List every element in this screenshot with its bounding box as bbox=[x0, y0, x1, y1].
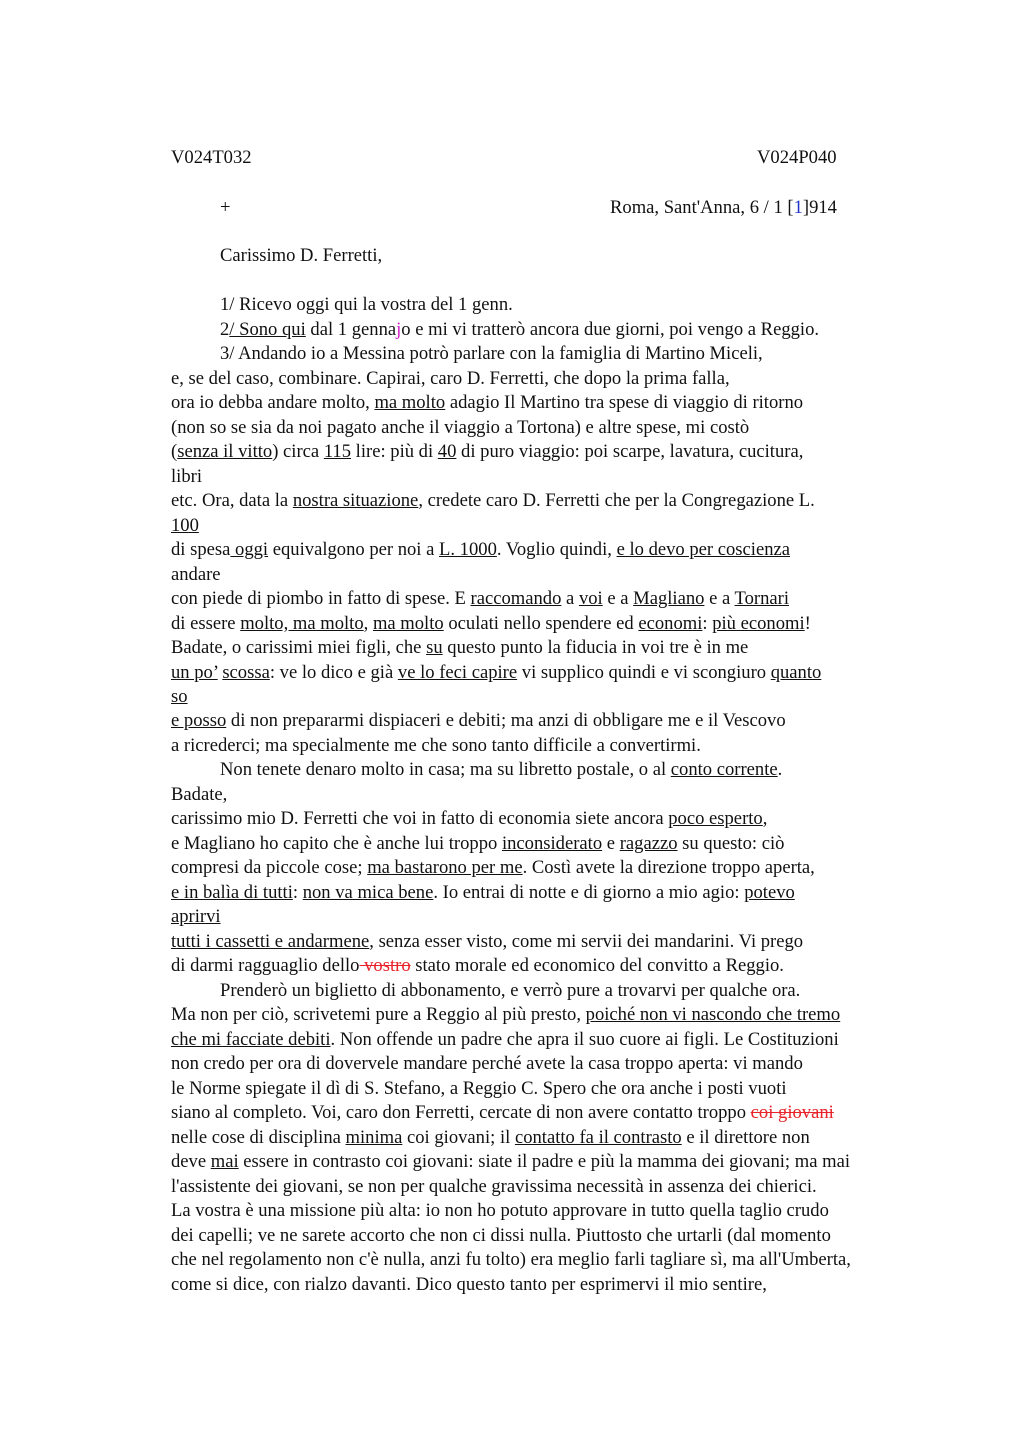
text-segment: Ma non per ciò, scrivetemi pure a Reggio al più presto, bbox=[171, 1004, 586, 1025]
underlined-text: / Sono qui bbox=[229, 319, 306, 340]
underlined-text: poiché non vi nascondo che tremo bbox=[585, 1004, 841, 1025]
body-line bbox=[171, 1225, 831, 1247]
body-line bbox=[171, 882, 795, 904]
underlined-text: più economi bbox=[712, 613, 805, 634]
body-line bbox=[171, 1200, 829, 1222]
text-segment: , bbox=[762, 808, 768, 829]
text-segment: dei capelli; ve ne sarete accorto che non ci dissi nulla. Piuttosto che urtarli (dal momento bbox=[171, 1225, 831, 1246]
body-line bbox=[171, 808, 767, 830]
text-segment: coi giovani; il bbox=[402, 1127, 515, 1148]
body-line bbox=[171, 441, 803, 463]
text-segment: deve bbox=[171, 1151, 211, 1172]
text-segment: nelle cose di disciplina bbox=[171, 1127, 346, 1148]
text-segment: di non prepararmi dispiaceri e debiti; ma anzi di obbligare me e il Vescovo bbox=[226, 710, 786, 731]
body-line bbox=[171, 1274, 767, 1296]
underlined-text: che mi facciate debiti bbox=[171, 1029, 331, 1050]
body-line bbox=[171, 613, 811, 635]
body-line bbox=[171, 1004, 840, 1026]
underlined-text: Tornari bbox=[734, 588, 790, 609]
body-line bbox=[220, 759, 782, 781]
text-segment: e a bbox=[704, 588, 735, 609]
text-segment: e, se del caso, combinare. Capirai, caro D. Ferretti, che dopo la prima falla, bbox=[171, 368, 730, 389]
text-segment: etc. Ora, data la bbox=[171, 490, 293, 511]
body-line bbox=[171, 417, 749, 439]
underlined-text: contatto fa il contrasto bbox=[514, 1127, 682, 1148]
text-segment: e il direttore non bbox=[681, 1127, 810, 1148]
text-segment: compresi da piccole cose; bbox=[171, 857, 368, 878]
body-line bbox=[171, 637, 748, 659]
body-line bbox=[171, 466, 202, 488]
underlined-text: 115 bbox=[323, 441, 352, 462]
underlined-text: Magliano bbox=[633, 588, 705, 609]
text-segment: , senza esser visto, come mi servii dei mandarini. Vi prego bbox=[369, 931, 804, 952]
underlined-text: scossa bbox=[222, 662, 270, 683]
text-segment: libri bbox=[171, 466, 202, 487]
underlined-text: e posso bbox=[171, 710, 227, 731]
text-segment: . Costì avete la direzione troppo aperta, bbox=[522, 857, 815, 878]
document-id-right: V024P040 bbox=[757, 147, 837, 168]
document-id-left: V024T032 bbox=[171, 147, 252, 168]
text-segment: . Voglio quindi, bbox=[496, 539, 617, 560]
text-segment: siano al completo. Voi, caro don Ferretti, cercate di non avere contatto troppo bbox=[171, 1102, 751, 1123]
body-line bbox=[171, 564, 221, 586]
body-line bbox=[171, 588, 789, 610]
text-segment: carissimo mio D. Ferretti che voi in fatto di economia siete ancora bbox=[171, 808, 669, 829]
underlined-text: L. 1000 bbox=[439, 539, 497, 560]
underlined-text: mai bbox=[210, 1151, 239, 1172]
body-line bbox=[220, 980, 800, 1002]
body-line bbox=[171, 515, 199, 537]
text-segment: . Non offende un padre che apra il suo cuore ai figli. Le Costituzioni bbox=[330, 1029, 839, 1050]
underlined-text: nostra situazione bbox=[292, 490, 419, 511]
body-line bbox=[171, 1102, 834, 1124]
text-segment: questo punto la fiducia in voi tre è in me bbox=[442, 637, 749, 658]
text-segment: e bbox=[602, 833, 620, 854]
struck-text: coi giovani bbox=[750, 1102, 834, 1123]
place-date-post: ]914 bbox=[802, 197, 837, 218]
text-segment: di puro viaggio: poi scarpe, lavatura, cucitura, bbox=[456, 441, 804, 462]
body-line bbox=[171, 1127, 810, 1149]
text-segment: : bbox=[702, 613, 713, 634]
text-segment: e a bbox=[602, 588, 634, 609]
body-line bbox=[171, 710, 786, 732]
salutation: Carissimo D. Ferretti, bbox=[220, 245, 383, 266]
text-segment: non credo per ora di dovervele mandare perché avete la casa troppo aperta: vi mando bbox=[171, 1053, 803, 1074]
body-line bbox=[171, 368, 730, 390]
underlined-text: ragazzo bbox=[619, 833, 678, 854]
underlined-text: senza il vitto bbox=[177, 441, 273, 462]
body-line bbox=[171, 1053, 803, 1075]
text-segment: : ve lo dico e già bbox=[269, 662, 398, 683]
underlined-text: ve lo feci capire bbox=[397, 662, 518, 683]
text-segment: le Norme spiegate il dì di S. Stefano, a Reggio C. Spero che ora anche i posti vuoti bbox=[171, 1078, 787, 1099]
underlined-text: aprirvi bbox=[171, 906, 221, 927]
body-line bbox=[171, 857, 815, 879]
text-segment: 1/ Ricevo oggi qui la vostra del 1 genn. bbox=[220, 294, 513, 315]
text-segment: a bbox=[561, 588, 579, 609]
text-segment: La vostra è una missione più alta: io non ho potuto approvare in tutto quella taglio crudo bbox=[171, 1200, 829, 1221]
underlined-text: 40 bbox=[437, 441, 457, 462]
text-segment: Badate, bbox=[171, 784, 228, 805]
body-line bbox=[171, 735, 701, 757]
body-line bbox=[171, 1078, 787, 1100]
cross-mark: + bbox=[220, 197, 231, 218]
inserted-letter: j bbox=[396, 319, 402, 340]
underlined-text: tutti i cassetti e andarmene bbox=[171, 931, 370, 952]
underlined-text: voi bbox=[578, 588, 603, 609]
text-segment: 3/ Andando io a Messina potrò parlare con la famiglia di Martino Miceli, bbox=[220, 343, 763, 364]
body-line bbox=[171, 490, 815, 512]
text-segment: di darmi ragguaglio dello bbox=[171, 955, 360, 976]
text-segment: essere in contrasto coi giovani: siate il padre e più la mamma dei giovani; ma mai bbox=[238, 1151, 850, 1172]
text-segment: vi supplico quindi e vi scongiuro bbox=[517, 662, 771, 683]
text-segment: stato morale ed economico del convitto a Reggio. bbox=[410, 955, 784, 976]
place-date bbox=[610, 197, 837, 219]
body-line bbox=[171, 539, 790, 561]
text-segment: Prenderò un biglietto di abbonamento, e verrò pure a trovarvi per qualche ora. bbox=[220, 980, 801, 1001]
text-segment: ( bbox=[171, 441, 178, 462]
text-segment: dal 1 genna bbox=[305, 319, 397, 340]
text-segment: lire: più di bbox=[351, 441, 438, 462]
text-segment: che nel regolamento non c'è nulla, anzi fu tolto) era meglio farli tagliare sì, ma all'Umberta, bbox=[171, 1249, 851, 1270]
text-segment: come si dice, con rialzo davanti. Dico questo tanto per esprimervi il mio sentire, bbox=[171, 1274, 767, 1295]
underlined-text: raccomando bbox=[470, 588, 562, 609]
text-segment: , bbox=[363, 613, 373, 634]
text-segment: ) circa bbox=[272, 441, 324, 462]
place-date-inserted-digit: 1 bbox=[793, 197, 803, 218]
text-segment: oculati nello spendere ed bbox=[443, 613, 639, 634]
underlined-text: oggi bbox=[230, 539, 269, 560]
text-segment: : bbox=[292, 882, 303, 903]
underlined-text: ma molto bbox=[374, 392, 446, 413]
body-line bbox=[171, 392, 803, 414]
underlined-text: un po’ bbox=[171, 662, 218, 683]
underlined-text: e lo devo per coscienza bbox=[616, 539, 791, 560]
underlined-text: molto, ma molto bbox=[240, 613, 364, 634]
text-segment: e Magliano ho capito che è anche lui troppo bbox=[171, 833, 502, 854]
body-line bbox=[220, 343, 763, 365]
text-segment: di spesa bbox=[171, 539, 231, 560]
struck-text: vostro bbox=[359, 955, 411, 976]
underlined-text: so bbox=[171, 686, 188, 707]
body-line bbox=[171, 1151, 850, 1173]
body-line bbox=[171, 1176, 817, 1198]
text-segment: Non tenete denaro molto in casa; ma su libretto postale, o al bbox=[220, 759, 671, 780]
text-segment: di essere bbox=[171, 613, 241, 634]
body-line bbox=[171, 662, 821, 684]
underlined-text: ma bastarono per me bbox=[367, 857, 523, 878]
place-date-pre: Roma, Sant'Anna, 6 / 1 [ bbox=[610, 197, 794, 218]
underlined-text: e in balìa di tutti bbox=[171, 882, 293, 903]
text-segment: equivalgono per noi a bbox=[268, 539, 440, 560]
underlined-text: quanto bbox=[770, 662, 822, 683]
text-segment: . bbox=[777, 759, 783, 780]
text-segment: con piede di piombo in fatto di spese. E bbox=[171, 588, 471, 609]
text-segment: (non so se sia da noi pagato anche il viaggio a Tortona) e altre spese, mi costò bbox=[171, 417, 750, 438]
underlined-text: poco esperto bbox=[668, 808, 763, 829]
body-line bbox=[220, 319, 819, 341]
underlined-text: minima bbox=[345, 1127, 403, 1148]
body-line bbox=[171, 686, 188, 708]
underlined-text: inconsiderato bbox=[501, 833, 603, 854]
text-segment: l'assistente dei giovani, se non per qualche gravissima necessità in assenza dei chierici. bbox=[171, 1176, 817, 1197]
underlined-text: 100 bbox=[171, 515, 199, 536]
text-segment: adagio Il Martino tra spese di viaggio di ritorno bbox=[445, 392, 804, 413]
body-line bbox=[171, 1029, 839, 1051]
underlined-text: economi bbox=[638, 613, 703, 634]
text-segment: ora io debba andare molto, bbox=[171, 392, 375, 413]
body-line bbox=[171, 833, 784, 855]
body-line bbox=[220, 294, 513, 316]
underlined-text: non va mica bene bbox=[302, 882, 434, 903]
text-segment: o e mi vi tratterò ancora due giorni, poi vengo a Reggio. bbox=[401, 319, 820, 340]
body-line bbox=[171, 784, 227, 806]
text-segment: andare bbox=[171, 564, 221, 585]
body-line bbox=[171, 906, 221, 928]
text-segment: . Io entrai di notte e di giorno a mio agio: bbox=[433, 882, 745, 903]
body-line bbox=[171, 955, 784, 977]
text-segment: Badate, o carissimi miei figli, che bbox=[171, 637, 427, 658]
body-line bbox=[171, 931, 803, 953]
underlined-text: conto corrente bbox=[670, 759, 778, 780]
underlined-text: ma molto bbox=[372, 613, 444, 634]
text-segment: , credete caro D. Ferretti che per la Congregazione L. bbox=[418, 490, 815, 511]
underlined-text: potevo bbox=[744, 882, 795, 903]
text-segment: a ricrederci; ma specialmente me che sono tanto difficile a convertirmi. bbox=[171, 735, 701, 756]
underlined-text: su bbox=[426, 637, 443, 658]
text-segment: ! bbox=[804, 613, 811, 634]
body-line bbox=[171, 1249, 851, 1271]
text-segment: su questo: ciò bbox=[677, 833, 785, 854]
text-segment: 2 bbox=[220, 319, 230, 340]
